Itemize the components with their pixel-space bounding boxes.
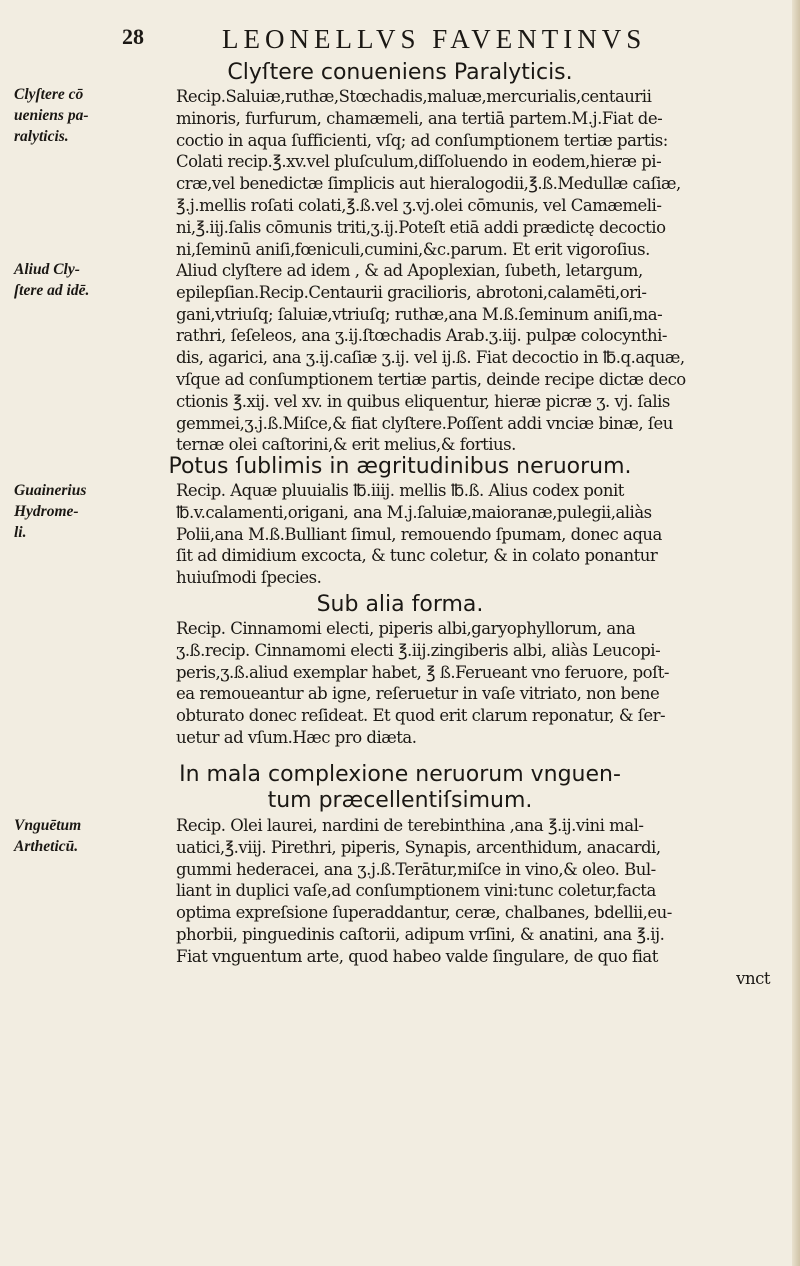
margin-note-line: ueniens pa- [14,107,89,124]
section-heading: Clyſtere conueniens Paralyticis. [227,60,573,85]
text-line: ni,ſeminū aniſi,fœniculi,cumini,&c.parum. Et erit vigoroſius. [176,239,650,259]
text-line: cræ,vel benedictæ ſimplicis aut hieralogodii,℥.ß.Medullæ caſiæ, [176,174,681,194]
margin-note [14,480,154,543]
text-line: Polii,ana M.ß.Bulliant ſimul, remouendo ſpumam, donec aqua [176,524,662,544]
text-line: uatici,℥.viij. Pirethri, piperis, Synapis, arcenthidum, anacardi, [176,837,661,857]
paragraph [176,815,776,989]
text-line: huiuſmodi ſpecies. [176,568,322,588]
text-line: phorbii, pinguedinis caſtorii, adipum vrſini, & anatini, ana ℥.ij. [176,924,665,944]
margin-note-line: ſtere ad idē. [14,282,90,299]
text-line: ctionis ℥.xij. vel xv. in quibus eliquentur, hieræ picræ ʒ. vj. ſalis [176,391,670,411]
margin-note-line: ralyticis. [14,128,69,145]
text-line: Recip. Cinnamomi electi, piperis albi,garyophyllorum, ana [176,619,636,638]
text-line: Recip. Olei laurei, nardini de terebinthina ,ana ℥.ij.vini mal- [176,816,644,835]
running-head [122,20,800,60]
margin-note-line: Hydrome- [14,503,79,520]
text-line: Recip. Aquæ pluuialis ℔.iiij. mellis ℔.ß. Alius codex ponit [176,481,624,500]
text-line: ℔.v.calamenti,origani, ana M.j.ſaluiæ,maioranæ,pulegii,aliàs [176,502,652,522]
text-line: minoris, furfurum, chamæmeli, ana tertiā partem.M.j.Fiat de- [176,108,663,128]
margin-note-line: Artheticū. [14,838,79,855]
section-heading-continued: tum præcellentiſsimum. [267,788,533,813]
margin-note-line: li. [14,524,27,541]
catchword: vnct [736,968,770,988]
text-line: optima expreſsione ſuperaddantur, ceræ, chalbanes, bdellii,eu- [176,903,672,923]
text-line: liant in duplici vaſe,ad conſumptionem vini:tunc coletur,facta [176,881,656,901]
text-line: Colati recip.℥.xv.vel pluſculum,diſſoluendo in eodem,hieræ pi- [176,152,662,172]
paragraph [176,86,776,260]
text-line: uetur ad vſum.Hæc pro diæta. [176,727,417,747]
section-heading: Potus ſublimis in ægritudinibus neruorum. [168,454,632,479]
section-heading: In mala complexione neruorum vnguen- [179,762,621,787]
margin-note-line: Guainerius [14,482,87,499]
text-line: gani,vtriuſq; ſaluiæ,vtriuſq; ruthæ,ana M.ß.ſeminum aniſi,ma- [176,304,663,324]
text-line: ſit ad dimidium excocta, & tunc coletur, & in colato ponantur [176,546,658,566]
text-line: ni,℥.iij.ſalis cōmunis triti,ʒ.ij.Poteſt etiā addi prædictę decoctio [176,217,666,237]
text-line: rathri, ſeſeleos, ana ʒ.ij.ſtœchadis Arab.ʒ.iij. pulpæ colocynthi- [176,326,667,346]
text-line: ea remoueantur ab igne, reſeruetur in vaſe vitriato, non bene [176,684,660,704]
text-line: coctio in aqua ſufficienti, vſq; ad conſumptionem tertiæ partis: [176,130,668,150]
margin-note [14,259,154,301]
margin-note-line: Aliud Cly- [14,261,80,278]
folio-number: 28 [122,24,144,49]
margin-note-line: Clyſtere cō [14,86,84,103]
margin-note [14,84,154,147]
text-line: dis, agarici, ana ʒ.ij.caſiæ ʒ.ij. vel ij.ß. Fiat decoctio in ℔.q.aquæ, [176,348,685,368]
text-line: peris,ʒ.ß.aliud exemplar habet, ℥ ß.Ferueant vno feruore, poſt- [176,662,669,682]
text-line: ℥.j.mellis roſati colati,℥.ß.vel ʒ.vj.olei cōmunis, vel Camæmeli- [176,195,662,215]
paragraph [176,260,776,456]
margin-note [14,815,154,857]
paragraph [176,618,776,749]
section-heading: Sub alia forma. [316,592,484,617]
paragraph [176,480,776,589]
text-line: epilepſian.Recip.Centaurii gracilioris, abrotoni,calamēti,ori- [176,282,647,302]
text-line: ʒ.ß.recip. Cinnamomi electi ℥.iij.zingiberis albi, aliàs Leucopi- [176,640,661,660]
text-line: ternæ olei caſtorini,& erit melius,& fortius. [176,435,516,455]
text-line: Fiat vnguentum arte, quod habeo valde ſingulare, de quo fiat [176,946,658,966]
text-line: gummi hederacei, ana ʒ.j.ß.Terātur,miſce in vino,& oleo. Bul- [176,859,656,879]
page-edge [792,0,800,1266]
text-line: gemmei,ʒ.j.ß.Miſce,& fiat clyſtere.Poſſent addi vnciæ binæ, ſeu [176,413,673,433]
text-line: Aliud clyſtere ad idem , & ad Apoplexian, ſubeth, letargum, [176,261,643,280]
text-line: obturato donec reſideat. Et quod erit clarum reponatur, & ſer- [176,706,666,726]
text-line: Recip.Saluiæ,ruthæ,Stœchadis,maluæ,mercurialis,centaurii [176,87,652,106]
text-line: vſque ad conſumptionem tertiæ partis, deinde recipe dictæ deco [176,369,686,389]
running-title: LEONELLVS FAVENTINVS [222,24,647,54]
margin-note-line: Vnguētum [14,817,82,834]
